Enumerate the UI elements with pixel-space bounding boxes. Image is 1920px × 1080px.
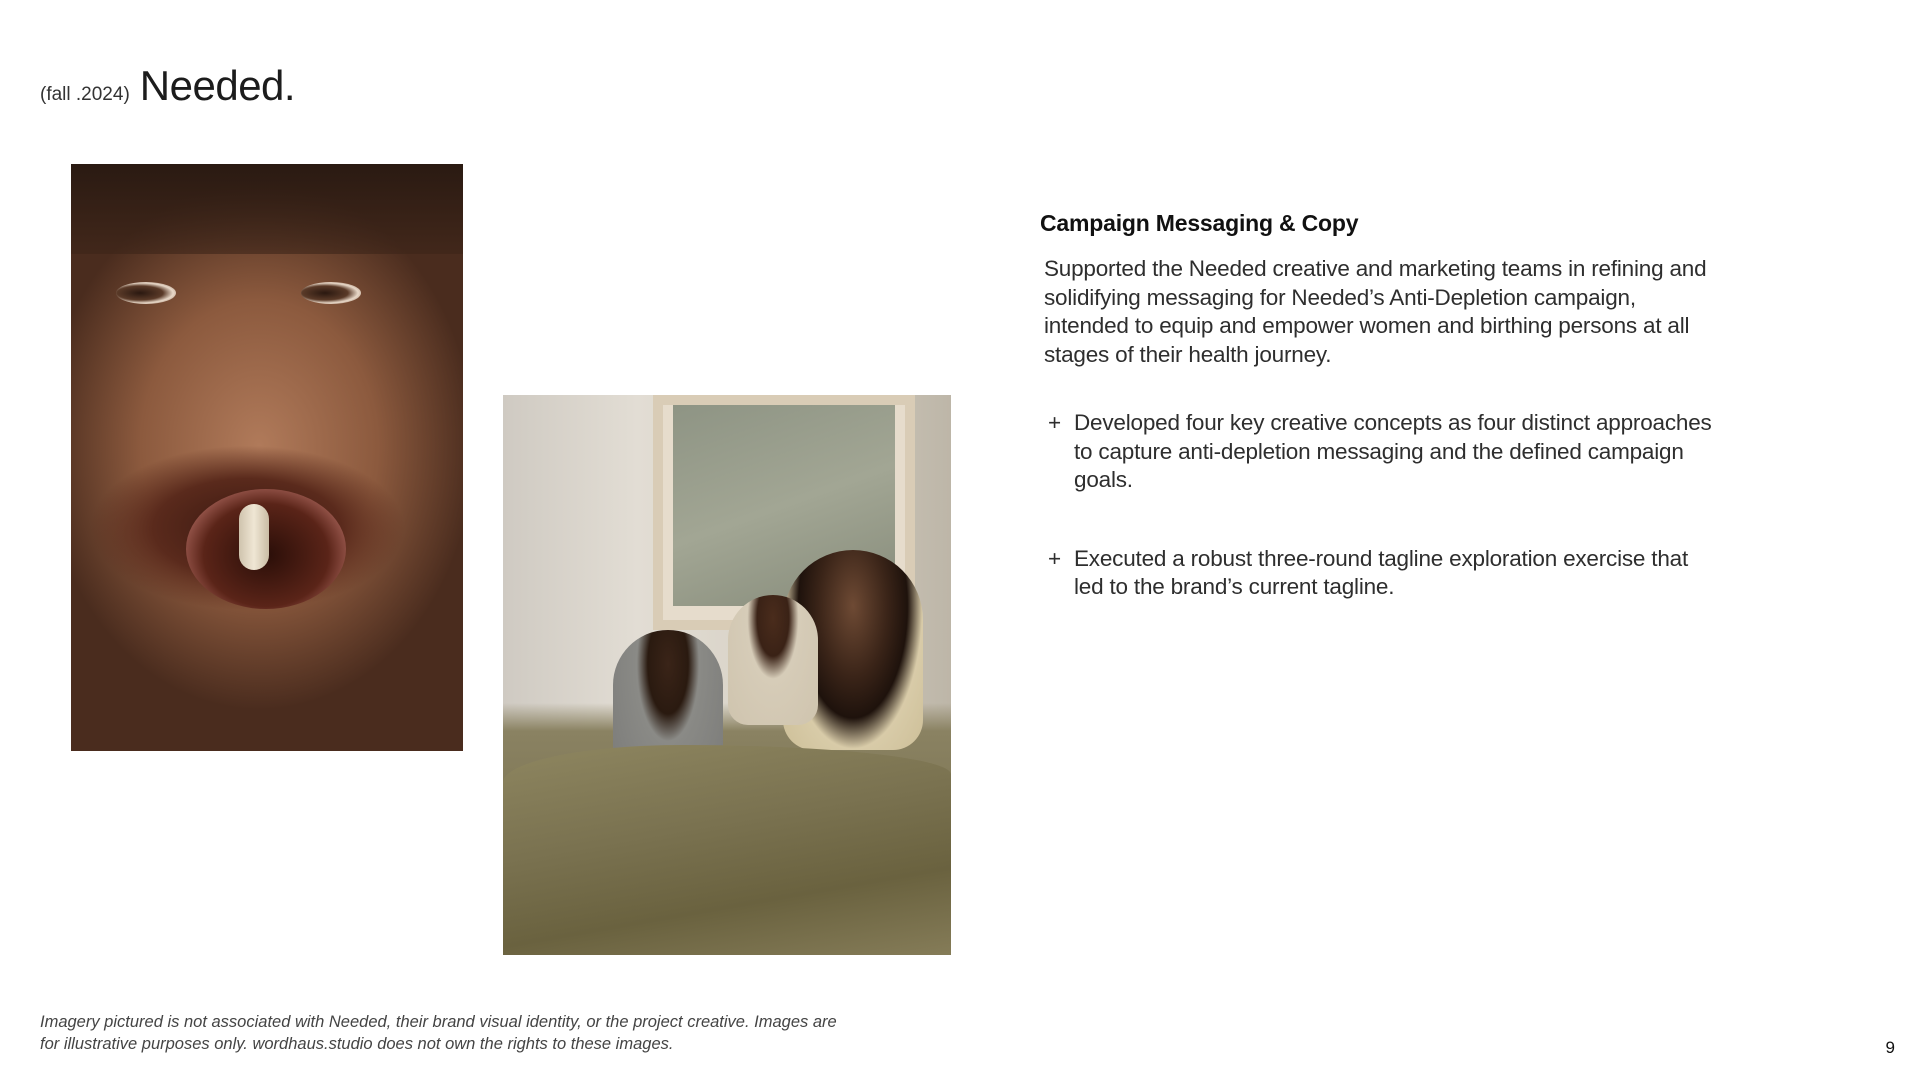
slide-header xyxy=(40,62,295,110)
photo-pill xyxy=(239,504,269,570)
photo-blanket xyxy=(503,745,951,955)
intro-paragraph: Supported the Needed creative and marketing teams in refining and solidifying messaging for Needed’s Anti-Depletion campaign, intended to equip and empower women and birthing persons at all stages of their health journey. xyxy=(1044,256,1707,367)
season-label: (fall .2024) xyxy=(40,84,130,105)
page-number: 9 xyxy=(1885,1038,1895,1057)
campaign-text-block xyxy=(1040,210,1720,652)
bullet-item xyxy=(1040,545,1720,602)
section-heading: Campaign Messaging & Copy xyxy=(1040,210,1359,236)
photo-hair xyxy=(71,164,463,254)
image-disclaimer: Imagery pictured is not associated with Needed, their brand visual identity, or the project creative. Images are for illustrative purposes only. wordhaus.studio does not own the rights to these images. xyxy=(40,1013,837,1053)
plus-icon: + xyxy=(1048,410,1061,435)
photo-eye-left xyxy=(116,282,176,304)
photo-eye-right xyxy=(301,282,361,304)
bullet-list xyxy=(1040,409,1720,602)
woman-with-pill-photo xyxy=(71,164,463,751)
brand-title: Needed. xyxy=(139,62,296,109)
bullet-text: Developed four key creative concepts as four distinct approaches to capture anti-depletion messaging and the defined campaign goals. xyxy=(1074,410,1712,492)
photo-child-held xyxy=(728,595,818,725)
plus-icon: + xyxy=(1048,545,1061,571)
bullet-text: Executed a robust three-round tagline exploration exercise that led to the brand’s current tagline. xyxy=(1074,545,1689,599)
family-in-bed-photo xyxy=(503,395,951,955)
bullet-item xyxy=(1040,409,1720,495)
